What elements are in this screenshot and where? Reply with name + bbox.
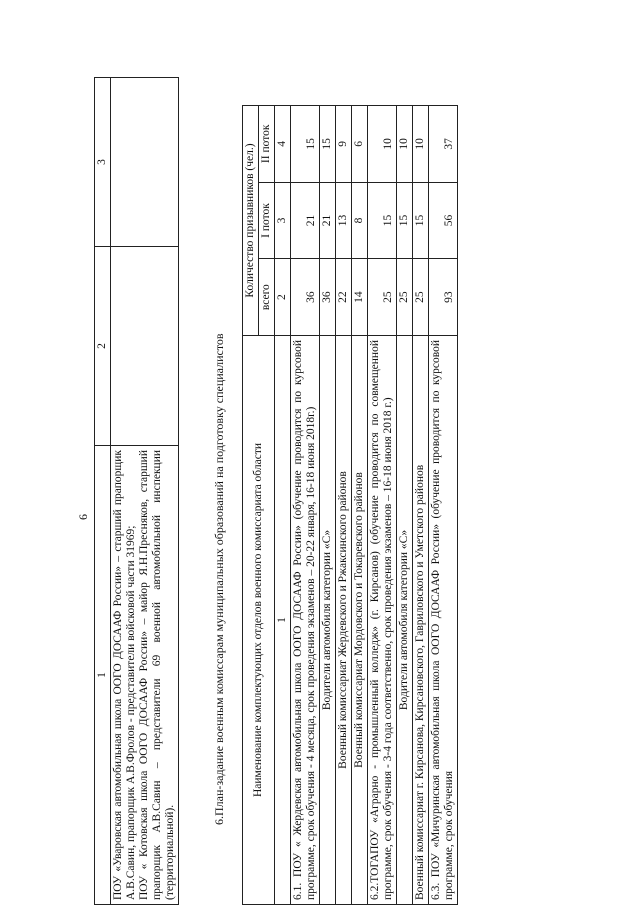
number-row-cell: 4 — [275, 106, 291, 183]
row-name-cell: Водители автомобиля категории «С» — [320, 336, 336, 905]
table-row — [429, 106, 458, 905]
table-row — [352, 106, 368, 905]
row-name-cell: Военный комиссариат Жердевского и Ржаксинского районов — [336, 336, 352, 905]
row-stream-1-cell: 21 — [291, 182, 320, 259]
top-table — [94, 77, 179, 905]
top-table-entry: ПОУ «Уваровская автомобильная школа ООГО ДОСААФ России» – старший прапорщик А.В.Савин, прапорщик А.В.Фролов - представители войсковой части 31969; — [112, 450, 137, 900]
row-total-cell: 22 — [336, 259, 352, 336]
row-name-cell: 6.3. ПОУ «Мичуринская автомобильная школа ООГО ДОСААФ России» (обучение проводится по курсовой программе, срок обучения — [429, 336, 458, 905]
sub-header-stream-1: I поток — [259, 182, 275, 259]
top-table-header-2: 2 — [95, 247, 111, 446]
row-stream-2-cell: 15 — [320, 106, 336, 183]
row-total-cell: 14 — [352, 259, 368, 336]
row-total-cell: 25 — [413, 259, 429, 336]
sub-header-stream-2: II поток — [259, 106, 275, 183]
table-row — [320, 106, 336, 905]
table-row — [397, 106, 413, 905]
page-number: 6 — [76, 514, 90, 520]
row-stream-1-cell: 15 — [368, 182, 397, 259]
count-column-header: Количество призывников (чел.) — [243, 106, 259, 336]
number-row-cell: 3 — [275, 182, 291, 259]
row-total-cell: 93 — [429, 259, 458, 336]
table-row — [291, 106, 320, 905]
row-stream-2-cell: 10 — [397, 106, 413, 183]
row-name-cell: Военный комиссариат г. Кирсанова, Кирсановского, Гавриловского и Уметского районов — [413, 336, 429, 905]
number-row-cell: 1 — [275, 336, 291, 905]
row-stream-1-cell: 13 — [336, 182, 352, 259]
row-stream-2-cell: 9 — [336, 106, 352, 183]
row-total-cell: 25 — [397, 259, 413, 336]
sub-header-total: всего — [259, 259, 275, 336]
row-total-cell: 36 — [291, 259, 320, 336]
row-stream-2-cell: 15 — [291, 106, 320, 183]
row-name-cell: 6.2.ТОГАПОУ «Аграрно - промышленный колледж» (г. Кирсанов) (обучение проводится по совмещенной программе, срок обучения - 3-4 года соответственно, срок проведения экзаменов – 16-18 июня 2018 г.) — [368, 336, 397, 905]
row-stream-1-cell: 21 — [320, 182, 336, 259]
row-name-cell: Водители автомобиля категории «С» — [397, 336, 413, 905]
row-stream-1-cell: 15 — [413, 182, 429, 259]
top-table-header-1: 1 — [95, 446, 111, 905]
row-stream-2-cell: 10 — [368, 106, 397, 183]
row-stream-1-cell: 56 — [429, 182, 458, 259]
top-table-header-3: 3 — [95, 78, 111, 247]
row-name-cell: Военный комиссариат Мордовского и Токаревского районов — [352, 336, 368, 905]
table-row — [336, 106, 352, 905]
table-row — [413, 106, 429, 905]
top-table-entry: ПОУ « Котовская школа ООГО ДОСААФ России» – майор Я.Н.Пресняков, старший прапорщик А.В.Савин – представители 69 военной автомобильной инспекции (территориальной). — [138, 450, 176, 900]
table-body — [291, 106, 458, 905]
number-row-cell: 2 — [275, 259, 291, 336]
row-total-cell: 36 — [320, 259, 336, 336]
table-row — [368, 106, 397, 905]
row-stream-1-cell: 15 — [397, 182, 413, 259]
name-column-header: Наименование комплектующих отделов военного комиссариата области — [243, 336, 275, 905]
row-stream-2-cell: 37 — [429, 106, 458, 183]
row-name-cell: 6.1. ПОУ « Жердевская автомобильная школа ООГО ДОСААФ России» (обучение проводится по курсовой программе, срок обучения - 4 месяца, срок проведения экзаменов – 20-22 января, 16-18 июня 2018г.) — [291, 336, 320, 905]
row-stream-2-cell: 10 — [413, 106, 429, 183]
top-table-empty-cell — [111, 78, 179, 247]
rotated-page-content — [72, 105, 572, 905]
row-stream-1-cell: 8 — [352, 182, 368, 259]
top-table-entries-cell — [111, 446, 179, 905]
top-table-empty-cell — [111, 247, 179, 446]
section-title: 6.План-задание военным комиссарам муниципальных образований на подготовку специалистов — [212, 333, 226, 825]
row-stream-2-cell: 6 — [352, 106, 368, 183]
row-total-cell: 25 — [368, 259, 397, 336]
main-table — [242, 105, 458, 905]
